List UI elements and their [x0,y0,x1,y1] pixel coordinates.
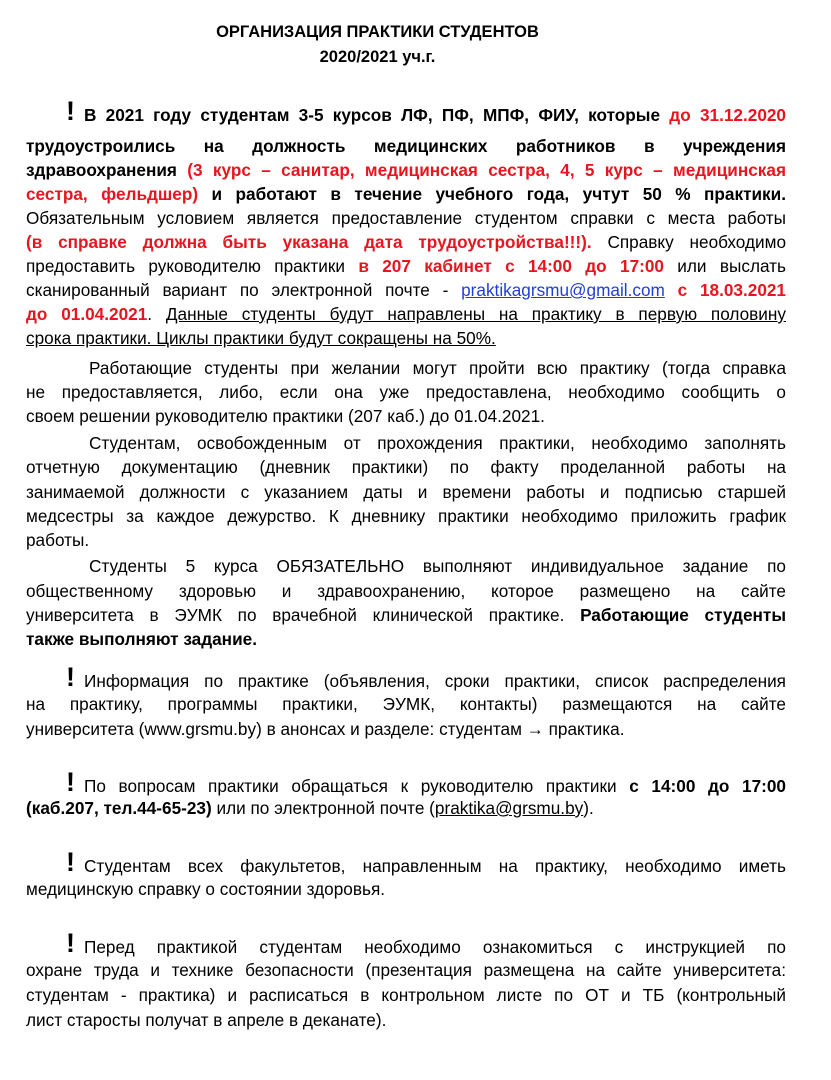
p3-line-5: работы. [26,530,90,550]
page-subtitle: 2020/2021 уч.г. [319,48,436,66]
exclamation-icon: ! [66,847,75,877]
p3-line-2: отчетную документацию (дневник практики) по факту проделанной работы на [26,457,786,477]
p1-line-3: здравоохранения (3 курс – санитар, медицинская сестра, 4, 5 курс – медицинская [26,160,786,180]
p5-line-1: ! Информация по практике (объявления, сроки практики, список распределения [66,662,786,692]
p1-line-9: до 01.04.2021. Данные студенты будут направлены на практику в первую половину [26,304,786,324]
p2-line-1: Работающие студенты при желании могут пройти всю практику (тогда справка [89,358,786,378]
p1-line-4: сестра, фельдшер) и работают в течение учебного года, учтут 50 % практики. [26,184,786,204]
p2-line-2: не предоставляется, либо, если она уже предоставлена, необходимо сообщить о [26,382,786,402]
p8-line-3: студентам - практика) и расписаться в контрольном листе по ОТ и ТБ (контрольный [26,985,786,1005]
p6-line-2: (каб.207, тел.44-65-23) или по электронной почте (praktika@grsmu.by). [26,798,594,818]
p7-line-2: медицинскую справку о состоянии здоровья. [26,879,386,899]
p1-line-1: ! В 2021 году студентам 3-5 курсов ЛФ, ПФ, МПФ, ФИУ, которые до 31.12.2020 [66,96,786,126]
p5-line-2: на практику, программы практики, ЭУМК, контакты) размещаются на сайте [26,694,786,714]
p6-line-1: ! По вопросам практики обращаться к руководителю практики с 14:00 до 17:00 [66,767,786,797]
exclamation-icon: ! [66,928,75,958]
p3-line-4: медсестры за каждое дежурство. К дневнику практики необходимо приложить график [26,506,786,526]
email-link-praktikagrsmu[interactable]: praktikagrsmu@gmail.com [461,280,665,300]
exclamation-icon: ! [66,96,75,126]
email-link-praktika[interactable]: praktika@grsmu.by [434,798,584,818]
p8-line-2: охране труда и технике безопасности (презентация размещена на сайте университета: [26,960,786,980]
page-title: ОРГАНИЗАЦИЯ ПРАКТИКИ СТУДЕНТОВ [216,23,539,41]
p8-line-1: ! Перед практикой студентам необходимо ознакомиться с инструкцией по [66,928,786,958]
p4-line-3: университета в ЭУМК по врачебной клинической практике. Работающие студенты [26,605,787,625]
p1-line-5: Обязательным условием является предоставление студентом справки с места работы [26,208,786,228]
p5-line-3: университета (www.grsmu.by) в анонсах и разделе: студентам → практика. [26,719,625,739]
p1-line-2: трудоустроились на должность медицинских работников в учреждения [26,136,786,156]
p8-line-4: лист старосты получат в апреле в деканате). [26,1010,387,1030]
p1-line-8: сканированный вариант по электронной почте - praktikagrsmu@gmail.com с 18.03.2021 [26,280,786,300]
p1-line-6: (в справке должна быть указана дата трудоустройства!!!). Справку необходимо [26,232,786,252]
p4-line-1: Студенты 5 курса ОБЯЗАТЕЛЬНО выполняют индивидуальное задание по [89,556,786,576]
p1-line-7: предоставить руководителю практики в 207 кабинет с 14:00 до 17:00 или выслать [26,256,786,276]
p3-line-1: Студентам, освобожденным от прохождения практики, необходимо заполнять [89,433,786,453]
p3-line-3: занимаемой должности с указанием даты и времени работы и подписью старшей [26,482,786,502]
p1-line-10: срока практики. Циклы практики будут сокращены на 50%. [26,328,496,348]
p4-line-2: общественному здоровью и здравоохранению, которое размещено на сайте [26,581,786,601]
p4-line-4: также выполняют задание. [26,629,257,649]
exclamation-icon: ! [66,662,75,692]
p2-line-3: своем решении руководителю практики (207 каб.) до 01.04.2021. [26,406,545,426]
exclamation-icon: ! [66,767,75,797]
p7-line-1: ! Студентам всех факультетов, направленным на практику, необходимо иметь [66,847,786,877]
